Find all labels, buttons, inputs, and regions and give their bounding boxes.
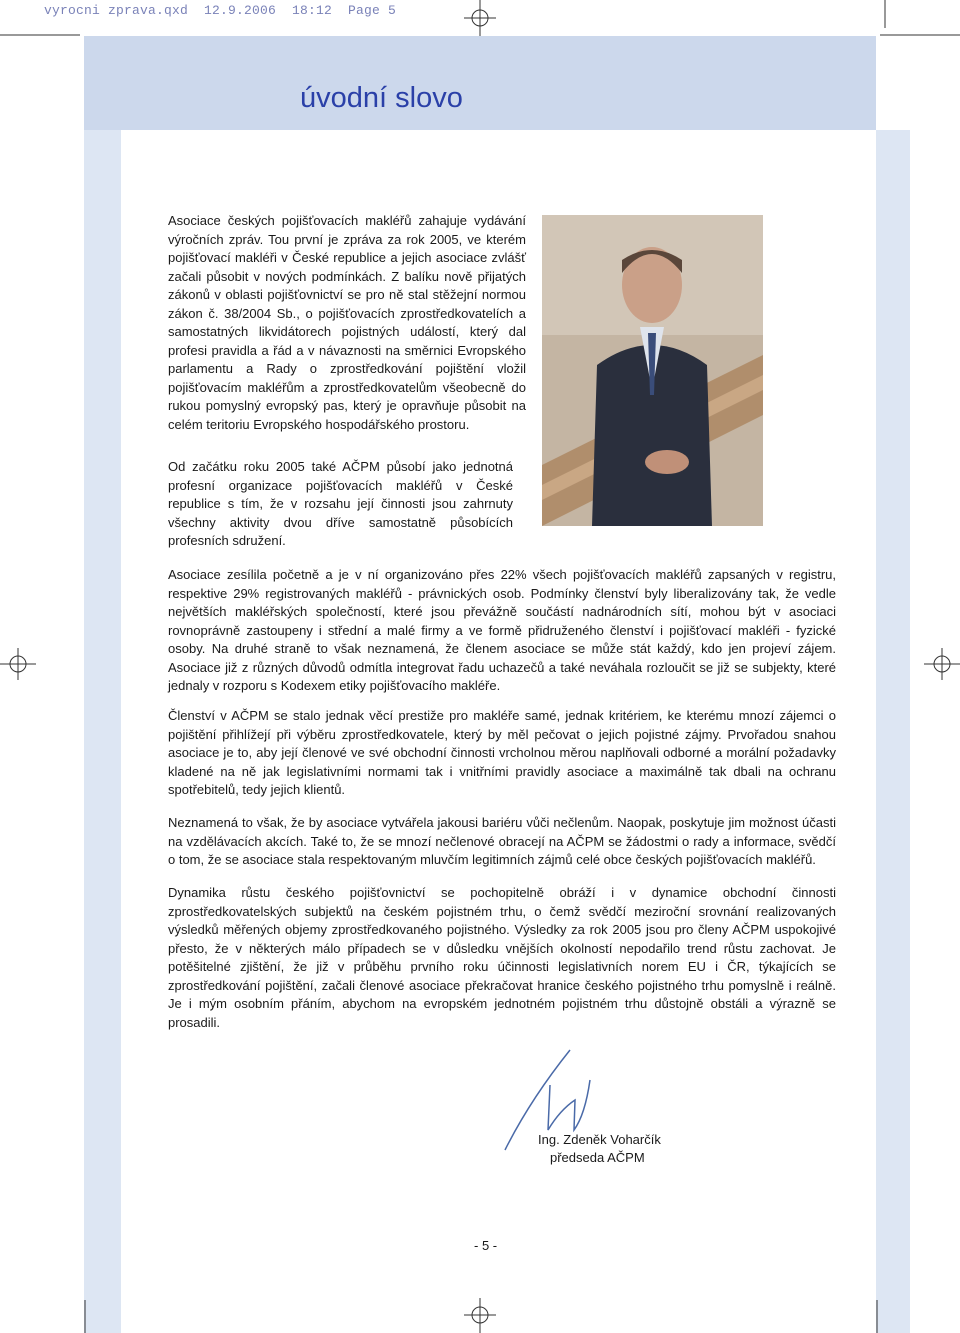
paragraph-4: Členství v AČPM se stalo jednak věcí prestiže pro makléře samé, jednak kritériem, ke kterému mnozí zájemci o pojištění přihlížejí při výběru zprostředkovatele, který by měl pečovat o jejich pojistné zájmy. Prvořadou snahou asociace je to, aby její členové ve své obchodní činnosti vrcholnou měrou naplňovali odborné a morální požadavky kladené na ně jak legislativními normami tak i vnitřními pravidly asociace a maximálně tak dbali na ochranu spotřebitelů, tedy jejich klientů. [168,708,836,797]
left-margin-band [84,130,121,1333]
paragraph-5: Neznamená to však, že by asociace vytvářela jakousi bariéru vůči nečlenům. Naopak, poskytuje jim možnost účasti na vzdělávacích akcích. Také to, že se mnozí nečlenové obracejí na AČPM se žádostmi o rady a informace, svědčí o tom, že se asociace stala respektovaným mluvčím legitimních zájmů celé obce českých pojišťovacích makléřů. [168,815,836,867]
registration-mark-left [0,648,36,680]
portrait-photo [542,215,763,526]
crop-mark-top-right [880,30,960,40]
registration-mark-right [924,648,960,680]
crop-mark-right-vertical-2 [872,1300,882,1333]
paragraph-6: Dynamika růstu českého pojišťovnictví se pochopitelně obráží i v dynamice obchodní činnosti zprostředkovatelských subjektů na českém pojistném trhu, o čemž svědčí meziroční srovnání realizovaných výsledků měřených objemy zprostředkovaného pojistného. Výsledky za rok 2005 jsou pro členy AČPM uspokojivé přesto, že v některých málo případech se v důsledku vnějších okolností nepodařilo trend růstu zachovat. Je potěšitelné zjištění, že již v průběhu prvního roku účinnosti legislativních norem EU i ČR, týkajících se zprostředkování pojištění, začali členové asociace překračovat hranice českého pojistného trhu pomyslně i reálně. Je i mým osobním přáním, abychom na evropském jednotném pojistném trhu důstojně obstáli a výrazně se prosadili. [168,885,836,1030]
page-number: - 5 - [474,1238,498,1253]
crop-mark-left-vertical [880,0,890,28]
registration-mark-top [464,0,496,36]
intro-paragraph: Asociace českých pojišťovacích makléřů zahajuje vydávání výročních zpráv. Tou první je zpráva za rok 2005, ve kterém pojišťovací makléři v České republice a jejich asociace zvlášť začali působit v nových podmínkách. Z balíku nově přijatých zákonů v oblasti pojišťovnictví se pro ně stal stěžejní normou zákon č. 38/2004 Sb., o pojišťovacích zprostředkovatelích a samostatných likvidátorech pojistných událostí, který dal profesi pravidla a řád a v návaznosti na směrnici Evropského parlamentu a Rady o zprostředkování pojištění vložil pojišťovacím makléřům a zprostředkovatelům všeobecně do rukou pomyslný evropský pas, který je opravňuje působit na celém teritoriu Evropského hospodářského prostoru. [168,213,526,432]
registration-mark-bottom [464,1298,496,1333]
header-band [84,36,876,130]
crop-mark-left-vertical-2 [80,1300,90,1333]
signatory-role: předseda AČPM [550,1150,645,1165]
signatory-name: Ing. Zdeněk Voharčík [538,1132,661,1147]
right-margin-band [876,130,910,1333]
crop-mark-top-left [0,30,80,40]
page-title: úvodní slovo [300,82,463,114]
file-slug: vyrocni zprava.qxd 12.9.2006 18:12 Page 5 [44,3,397,18]
paragraph-2: Od začátku roku 2005 také AČPM působí jako jednotná profesní organizace pojišťovacích makléřů v České republice s tím, že v rozsahu její činnosti jsou zahrnuty všechny aktivity dvou dříve samostatně působících profesních sdružení. [168,459,513,548]
paragraph-3: Asociace zesílila početně a je v ní organizováno přes 22% všech pojišťovacích makléřů zapsaných v registru, respektive 29% registrovaných makléřů - právnických osob. Podmínky členství byly liberalizovány tak, že vedle největších makléřských společností, které jsou převážně součástí nadnárodních sítí, mohou být v asociaci rovnoprávně zastoupeny i střední a malé firmy a ve formě přidruženého členství i pojišťovací makléři - fyzické osoby. Na druhé straně to však neznamená, že členem asociace se může stát každý, kdo jen projeví zájem. Asociace již z různých důvodů odmítla integrovat řadu uchazečů a také neváhala rozloučit se již se subjekty, které jednaly v rozporu s Kodexem etiky pojišťovacího makléře. [168,567,836,693]
